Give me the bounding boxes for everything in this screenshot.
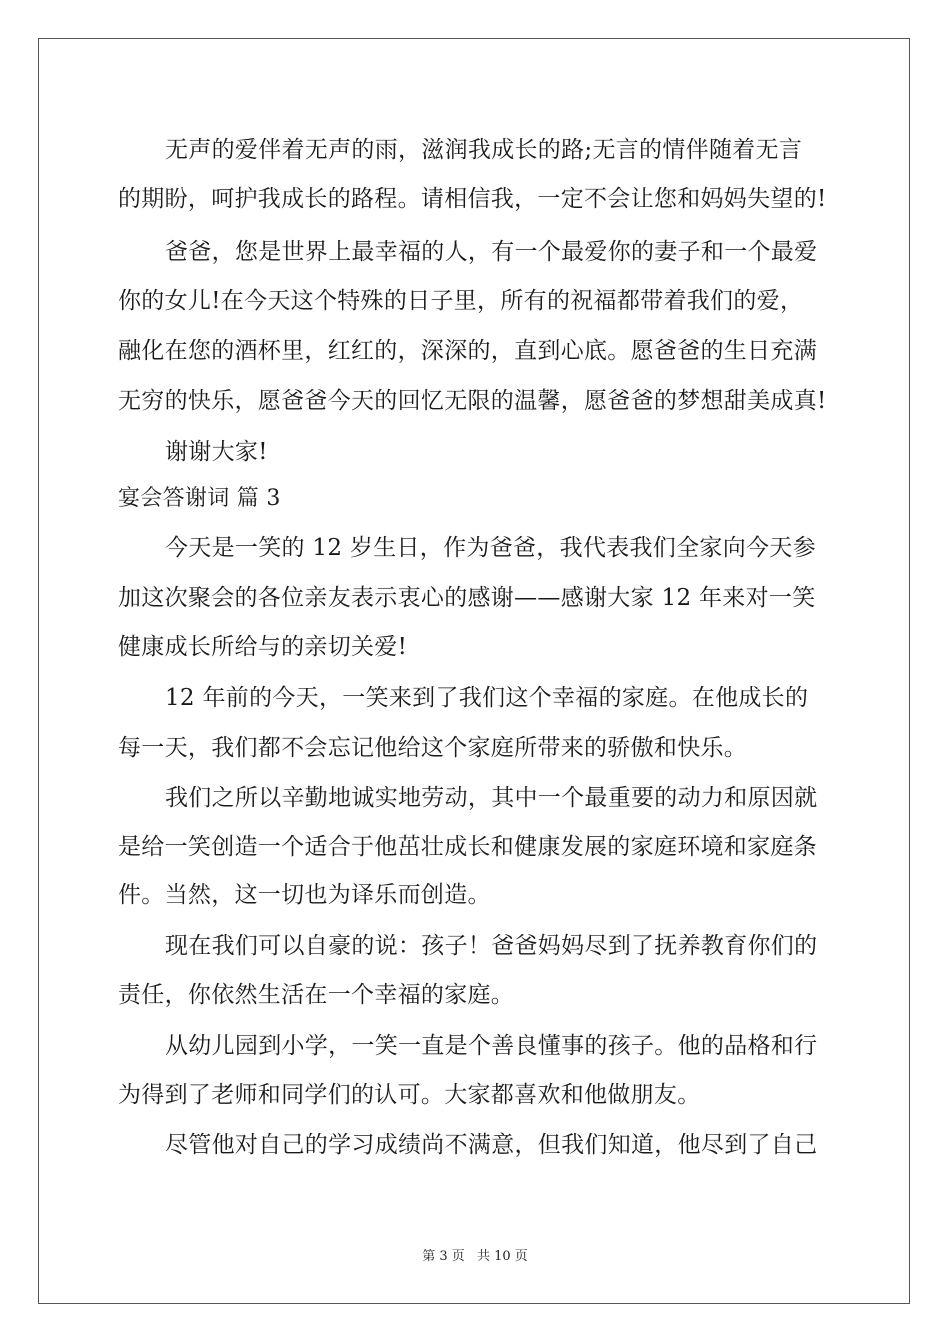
- text-line: 12 年前的今天，一笑来到了我们这个幸福的家庭。在他成长的: [165, 685, 809, 711]
- text-line: 我们之所以辛勤地诚实地劳动，其中一个最重要的动力和原因就: [165, 785, 818, 811]
- text-line: 爸爸，您是世界上最幸福的人，有一个最爱你的妻子和一个最爱: [165, 239, 818, 265]
- text-line: 无声的爱伴着无声的雨，滋润我成长的路;无言的情伴随着无言: [165, 137, 803, 163]
- text-line: 今天是一笑的 12 岁生日，作为爸爸，我代表我们全家向今天参: [165, 535, 816, 561]
- text-line: 健康成长所给与的亲切关爱!: [118, 634, 408, 660]
- text-line: 加这次聚会的各位亲友表示衷心的感谢——感谢大家 12 年来对一笑: [118, 585, 816, 611]
- page-footer: [0, 1245, 950, 1264]
- page-number: 第 3 页: [422, 1249, 465, 1264]
- text-line: 无穷的快乐，愿爸爸今天的回忆无限的温馨，愿爸爸的梦想甜美成真!: [118, 388, 827, 414]
- section-heading: 宴会答谢词 篇 3: [118, 486, 281, 511]
- text-line: 现在我们可以自豪的说：孩子！爸爸妈妈尽到了抚养教育你们的: [165, 933, 818, 959]
- page-total: 共 10 页: [476, 1249, 528, 1264]
- text-line: 每一天，我们都不会忘记他给这个家庭所带来的骄傲和快乐。: [118, 735, 748, 761]
- text-line: 尽管他对自己的学习成绩尚不满意，但我们知道，他尽到了自己: [165, 1132, 818, 1158]
- text-line: 从幼儿园到小学，一笑一直是个善良懂事的孩子。他的品格和行: [165, 1033, 818, 1059]
- text-line: 责任，你依然生活在一个幸福的家庭。: [118, 982, 515, 1008]
- text-line: 是给一笑创造一个适合于他茁壮成长和健康发展的家庭环境和家庭条: [118, 834, 817, 860]
- text-line: 的期盼，呵护我成长的路程。请相信我，一定不会让您和妈妈失望的!: [118, 186, 827, 212]
- text-line: 你的女儿!在今天这个特殊的日子里，所有的祝福都带着我们的爱，: [118, 288, 804, 314]
- text-line: 件。当然，这一切也为译乐而创造。: [118, 882, 491, 908]
- text-line: 为得到了老师和同学们的认可。大家都喜欢和他做朋友。: [118, 1082, 701, 1108]
- text-line: 谢谢大家!: [165, 439, 268, 465]
- text-line: 融化在您的酒杯里，红红的，深深的，直到心底。愿爸爸的生日充满: [118, 338, 817, 364]
- page-border: [38, 38, 910, 1304]
